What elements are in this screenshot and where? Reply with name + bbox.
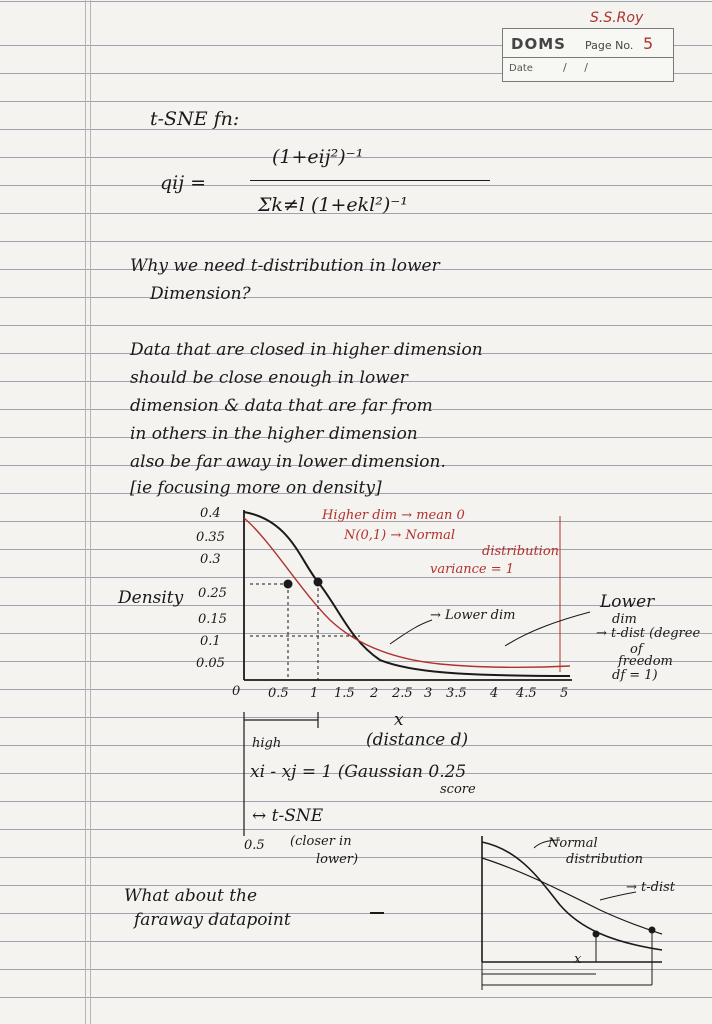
y-tick-label: 0.1 bbox=[200, 634, 221, 649]
annot-lower-right: dim bbox=[612, 612, 637, 627]
x-axis-label: x bbox=[394, 710, 404, 730]
answer-line: dimension & data that are far from bbox=[130, 396, 433, 416]
annot-lower-right: → t-dist (degree bbox=[596, 626, 701, 641]
annot-lower-right: of bbox=[630, 642, 643, 657]
annot-lower-right: df = 1) bbox=[612, 668, 658, 683]
answer-line: Data that are closed in higher dimension bbox=[130, 340, 483, 360]
x-tick-label: 2 bbox=[370, 686, 379, 701]
y-tick-label: 0.3 bbox=[200, 552, 221, 567]
note-lower: lower) bbox=[316, 852, 359, 867]
brand-logo: DOMS bbox=[511, 35, 566, 53]
small-t-curve bbox=[482, 858, 662, 934]
note-xixj: xi - xj = 1 (Gaussian 0.25 bbox=[250, 762, 467, 782]
formula-lhs: qij = bbox=[160, 172, 207, 194]
note-tsne: ↔ t-SNE bbox=[252, 806, 324, 826]
small-label-tdist: → t-dist bbox=[626, 880, 676, 895]
small-label-x: x bbox=[574, 952, 582, 967]
note-closer: (closer in bbox=[290, 834, 352, 849]
bottom-question-line-2: faraway datapoint bbox=[134, 910, 291, 930]
small-label-normal: Normal bbox=[548, 836, 598, 851]
question-line-1: Why we need t-distribution in lower bbox=[130, 256, 440, 276]
formula-denominator: Σk≠l (1+ekl²)⁻¹ bbox=[258, 194, 408, 216]
page-number-label: Page No. bbox=[585, 39, 634, 52]
bottom-question-line-1: What about the bbox=[124, 886, 258, 906]
note-score: score bbox=[440, 782, 476, 797]
x-tick-label: 3.5 bbox=[446, 686, 467, 701]
notes-title: t-SNE fn: bbox=[150, 108, 240, 130]
x-tick-label: 5 bbox=[560, 686, 569, 701]
annot-normal: N(0,1) → Normal bbox=[344, 528, 456, 543]
answer-line: also be far away in lower dimension. bbox=[130, 452, 446, 472]
author-initials: S.S.Roy bbox=[590, 10, 644, 26]
y-tick-label: 0.05 bbox=[196, 656, 225, 671]
x-axis-caption: (distance d) bbox=[366, 730, 469, 750]
small-label-distribution: distribution bbox=[566, 852, 644, 867]
answer-line: in others in the higher dimension bbox=[130, 424, 418, 444]
note-05: 0.5 bbox=[244, 838, 265, 853]
annot-lower-dim: → Lower dim bbox=[430, 608, 516, 623]
x-tick-label: 4.5 bbox=[516, 686, 537, 701]
date-value: / / bbox=[563, 61, 588, 74]
x-tick-label: 4 bbox=[490, 686, 499, 701]
annot-lower-right: Lower bbox=[600, 592, 655, 612]
question-line-2: Dimension? bbox=[150, 284, 251, 304]
x-tick-label: 2.5 bbox=[392, 686, 413, 701]
y-tick-label: 0.4 bbox=[200, 506, 221, 521]
annot-lower-right: freedom bbox=[618, 654, 673, 669]
answer-line: [ie focusing more on density] bbox=[130, 478, 382, 498]
x-tick-label: 0 bbox=[232, 684, 241, 699]
y-axis-label: Density bbox=[118, 588, 184, 608]
answer-line: should be close enough in lower bbox=[130, 368, 408, 388]
note-high: high bbox=[252, 736, 282, 751]
annot-variance: variance = 1 bbox=[430, 562, 514, 577]
annot-higher-dim: Higher dim → mean 0 bbox=[322, 508, 465, 523]
annot-distribution: distribution bbox=[482, 544, 560, 559]
page-number-value: 5 bbox=[643, 34, 654, 53]
y-tick-label: 0.35 bbox=[196, 530, 225, 545]
date-label: Date bbox=[509, 63, 533, 74]
x-tick-label: 1.5 bbox=[334, 686, 355, 701]
y-tick-label: 0.15 bbox=[198, 612, 227, 627]
formula-numerator: (1+eij²)⁻¹ bbox=[272, 146, 364, 168]
x-tick-label: 1 bbox=[310, 686, 319, 701]
x-tick-label: 0.5 bbox=[268, 686, 289, 701]
y-tick-label: 0.25 bbox=[198, 586, 227, 601]
x-tick-label: 3 bbox=[424, 686, 433, 701]
